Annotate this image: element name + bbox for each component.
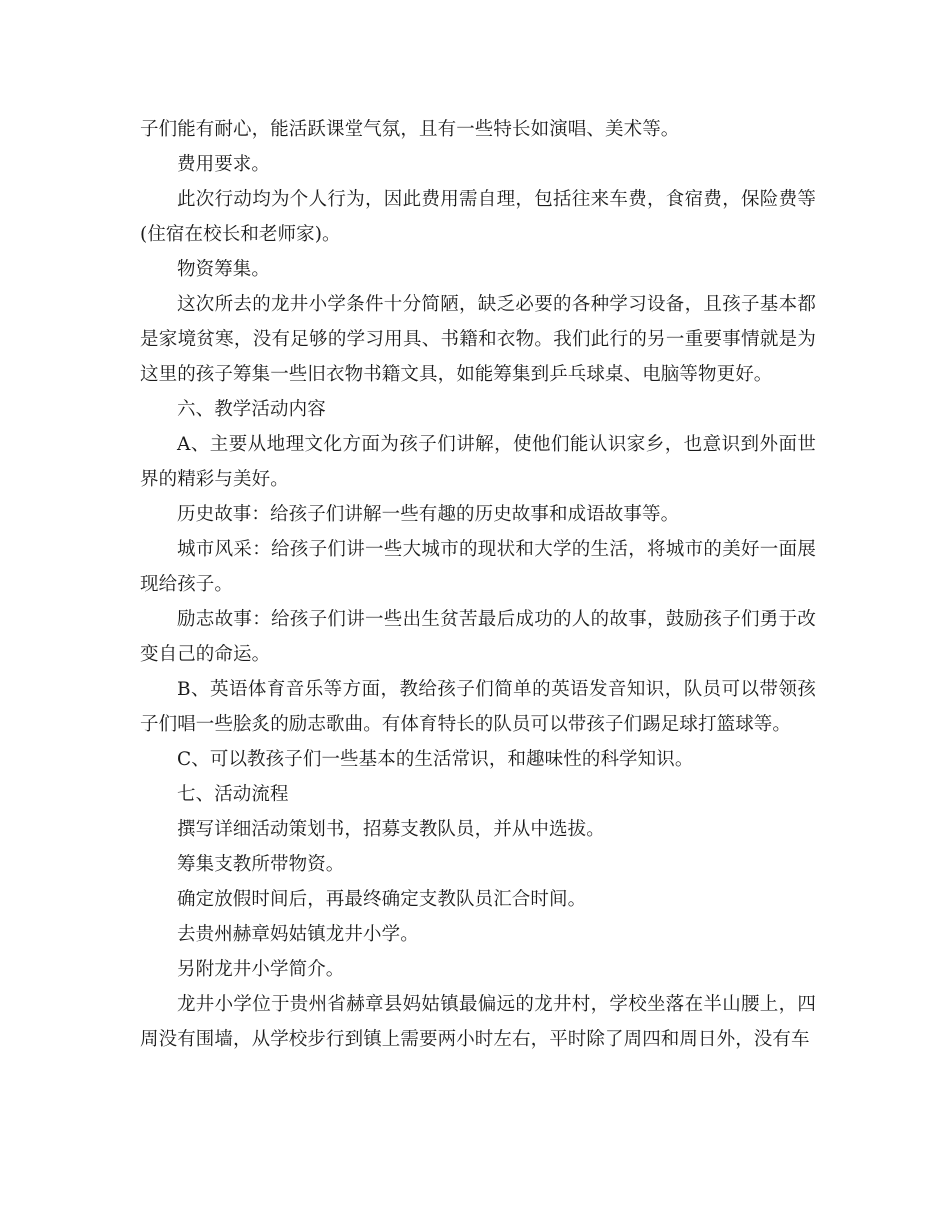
- paragraph-4: 物资筹集。: [177, 259, 271, 280]
- paragraph-15: 筹集支教所带物资。: [177, 854, 345, 875]
- paragraph-7: A、主要从地理文化方面为孩子们讲解，使他们能认识家乡，也意识到外面世界的精彩与美好。: [140, 434, 816, 490]
- paragraph-18: 另附龙井小学简介。: [177, 959, 345, 980]
- section-heading-6: 六、教学活动内容: [177, 399, 326, 420]
- section-heading-7: 七、活动流程: [177, 784, 289, 805]
- paragraph-17: 去贵州赫章妈姑镇龙井小学。: [177, 924, 419, 945]
- paragraph-8: 历史故事：给孩子们讲解一些有趣的历史故事和成语故事等。: [177, 504, 680, 525]
- paragraph-10: 励志故事：给孩子们讲一些出生贫苦最后成功的人的故事，鼓励孩子们勇于改变自己的命运。: [140, 609, 816, 665]
- paragraph-11: B、英语体育音乐等方面，教给孩子们简单的英语发音知识，队员可以带领孩子们唱一些脍炙的励志歌曲。有体育特长的队员可以带孩子们踢足球打篮球等。: [140, 679, 816, 735]
- paragraph-16: 确定放假时间后，再最终确定支教队员汇合时间。: [177, 889, 587, 910]
- paragraph-3: 此次行动均为个人行为，因此费用需自理，包括往来车费，食宿费，保险费等(住宿在校长和老师家)。: [140, 189, 816, 245]
- document-page: [140, 112, 816, 1057]
- paragraph-19: 龙井小学位于贵州省赫章县妈姑镇最偏远的龙井村，学校坐落在半山腰上，四周没有围墙，从学校步行到镇上需要两小时左右，平时除了周四和周日外，没有车: [140, 994, 816, 1050]
- paragraph-14: 撰写详细活动策划书，招募支教队员，并从中选拔。: [177, 819, 605, 840]
- paragraph-1: 子们能有耐心，能活跃课堂气氛，且有一些特长如演唱、美术等。: [140, 119, 680, 140]
- paragraph-5: 这次所去的龙井小学条件十分简陋，缺乏必要的各种学习设备，且孩子基本都是家境贫寒，没有足够的学习用具、书籍和衣物。我们此行的另一重要事情就是为这里的孩子筹集一些旧衣物书籍文具，如能筹集到乒乓球桌、电脑等物更好。: [140, 294, 816, 385]
- paragraph-9: 城市风采：给孩子们讲一些大城市的现状和大学的生活，将城市的美好一面展现给孩子。: [140, 539, 816, 595]
- paragraph-12: C、可以教孩子们一些基本的生活常识，和趣味性的科学知识。: [177, 749, 694, 770]
- paragraph-2: 费用要求。: [177, 154, 271, 175]
